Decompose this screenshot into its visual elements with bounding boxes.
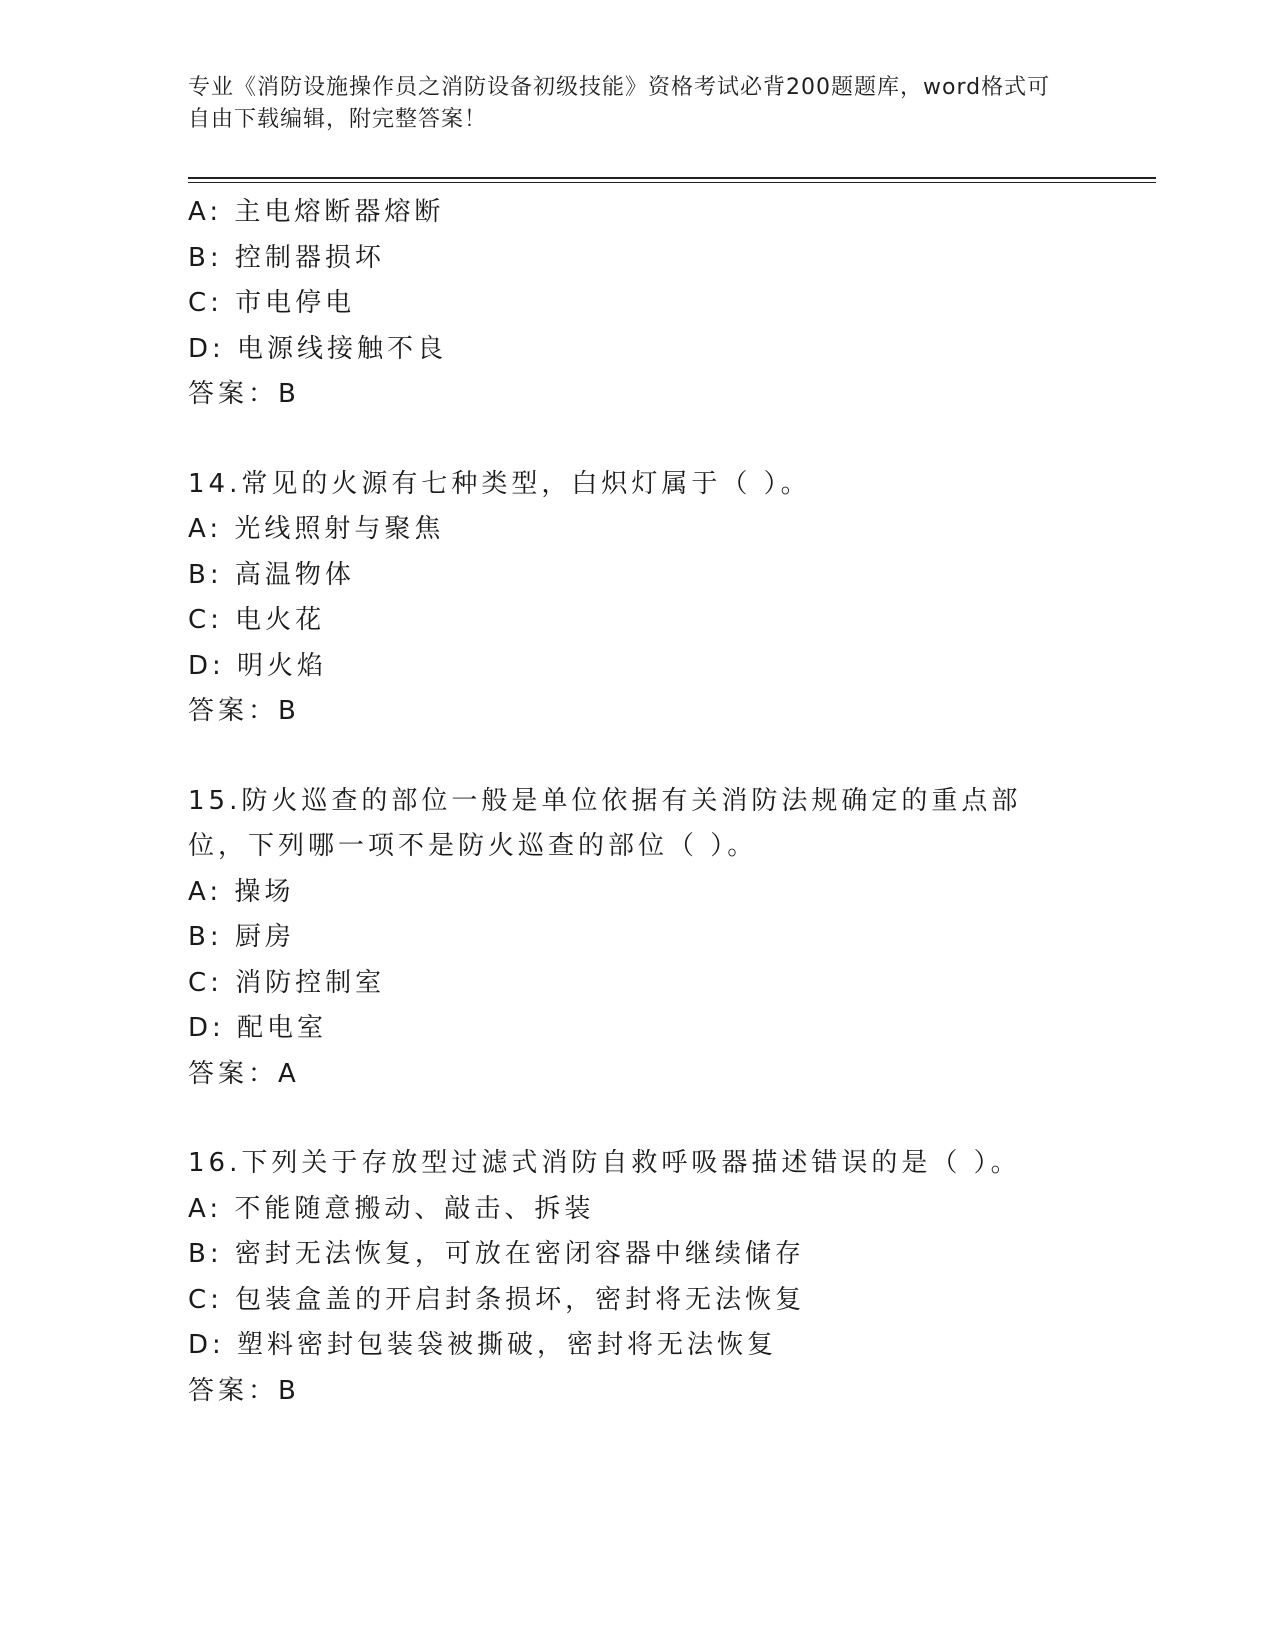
option-d: D: 电源线接触不良 xyxy=(188,333,448,364)
question-block xyxy=(188,190,1088,418)
answer-line: 答案：B xyxy=(188,1375,300,1406)
option-b: B: 密封无法恢复，可放在密闭容器中继续储存 xyxy=(188,1239,805,1269)
option-d: D: 塑料密封包装袋被撕破，密封将无法恢复 xyxy=(188,1330,778,1360)
option-c: C: 包装盒盖的开启封条损坏，密封将无法恢复 xyxy=(188,1284,806,1315)
option-b: B: 高温物体 xyxy=(188,559,355,590)
question-list xyxy=(188,190,1088,1414)
page-header: 专业《消防设施操作员之消防设备初级技能》资格考试必背200题题库，word格式可自由下载编辑，附完整答案！ xyxy=(188,75,1051,132)
option-d: D: 配电室 xyxy=(188,1013,328,1043)
question-text: 15.防火巡查的部位一般是单位依据有关消防法规确定的重点部位，下列哪一项不是防火巡查的部位（ ）。 xyxy=(188,785,1022,861)
option-b: B: 控制器损坏 xyxy=(188,242,385,273)
option-a: A: 主电熔断器熔断 xyxy=(188,197,445,227)
question-text: 16.下列关于存放型过滤式消防自救呼吸器描述错误的是（ ）。 xyxy=(188,1148,1021,1178)
option-c: C: 消防控制室 xyxy=(188,967,386,998)
question-block xyxy=(188,1141,1088,1414)
answer-line: 答案：B xyxy=(188,696,300,726)
header-divider xyxy=(188,177,1156,179)
option-d: D: 明火焰 xyxy=(188,650,328,681)
option-a: A: 光线照射与聚焦 xyxy=(188,514,445,544)
option-c: C: 电火花 xyxy=(188,605,326,635)
option-a: A: 不能随意搬动、敲击、拆装 xyxy=(188,1193,595,1224)
question-block xyxy=(188,462,1088,735)
option-c: C: 市电停电 xyxy=(188,288,356,318)
answer-line: 答案：A xyxy=(188,1058,300,1089)
answer-line: 答案：B xyxy=(188,379,300,409)
option-a: A: 操场 xyxy=(188,876,295,907)
header-divider-thin xyxy=(188,182,1156,183)
option-b: B: 厨房 xyxy=(188,922,295,952)
question-text: 14.常见的火源有七种类型，白炽灯属于（ ）。 xyxy=(188,468,811,499)
question-block xyxy=(188,779,1088,1098)
